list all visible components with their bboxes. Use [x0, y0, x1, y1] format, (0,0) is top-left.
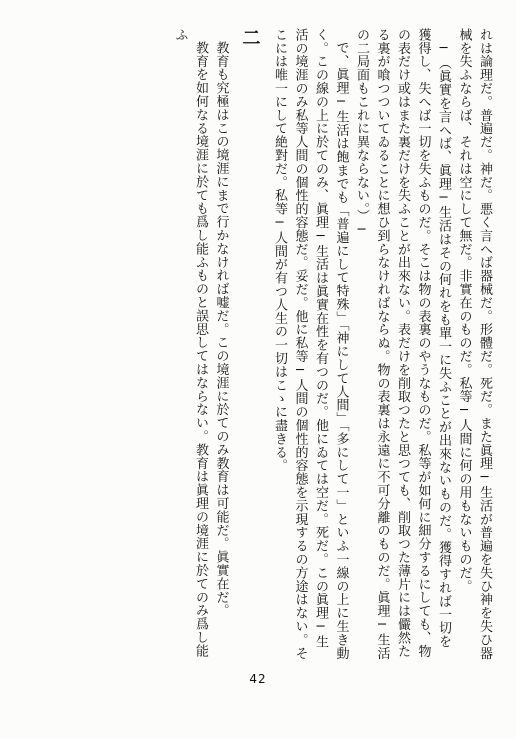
paragraph: 教育も究極はこの境涯にまで行かなければ嘘だ。この境涯に於てのみ教育は可能だ。眞實在だ。	[213, 41, 229, 618]
paragraph: 教育を如何なる境涯に於ても爲し能ふものと誤思してはならない。教育は眞理の境涯に於てのみ爲し能ふ	[172, 28, 208, 658]
section-number: 二	[239, 28, 261, 48]
paragraph: で、眞理─生活は飽までも「普遍にして特殊」「神にして人間」「多にして一」といふ一線の上に生き動く。この線の上に於てのみ、眞理─生活は眞實在性を有つのだ。他にゐては空だ。死だ。この眞理─生活の境涯のみ私等人間の個性的容態だ。妥だ。他に私等─人間の個性的容態を示現するの方途はない。そこには唯一にして絶對だ。私等─人間が有つ人生の一切はこゝに盡きる。	[272, 28, 349, 660]
vertical-text-body	[24, 28, 494, 660]
page-number: 42	[249, 672, 267, 686]
paragraph: れは論理だ。普遍だ。神だ。悪く言へば器械だ。形體だ。死だ。また眞理─生活が普遍を失ひ神を失ひ器械を失ふならば、それは空にして無だ。非實在のものだ。私等─人間に何の用もないものだ。	[456, 28, 492, 660]
paragraph: ─（眞實を言へば、眞理─生活はその何れをも單一に失ふことが出來ないものだ。獲得すれば一切を獲得し、失へば一切を失ふものだ。そこは物の表裏のやうなものだ。私等が如何に細分するにしても、物の表だけ或はまた裏だけを失ふことが出來ない。表だけを削取つたと思つても、削取つた薄片には儼然たる裏が喰つついてゐることに想ひ到らなければならぬ。物の表裏は永遠に不可分離のものだ。眞理─生活の二局面もこれに異ならない。）─	[354, 28, 451, 660]
